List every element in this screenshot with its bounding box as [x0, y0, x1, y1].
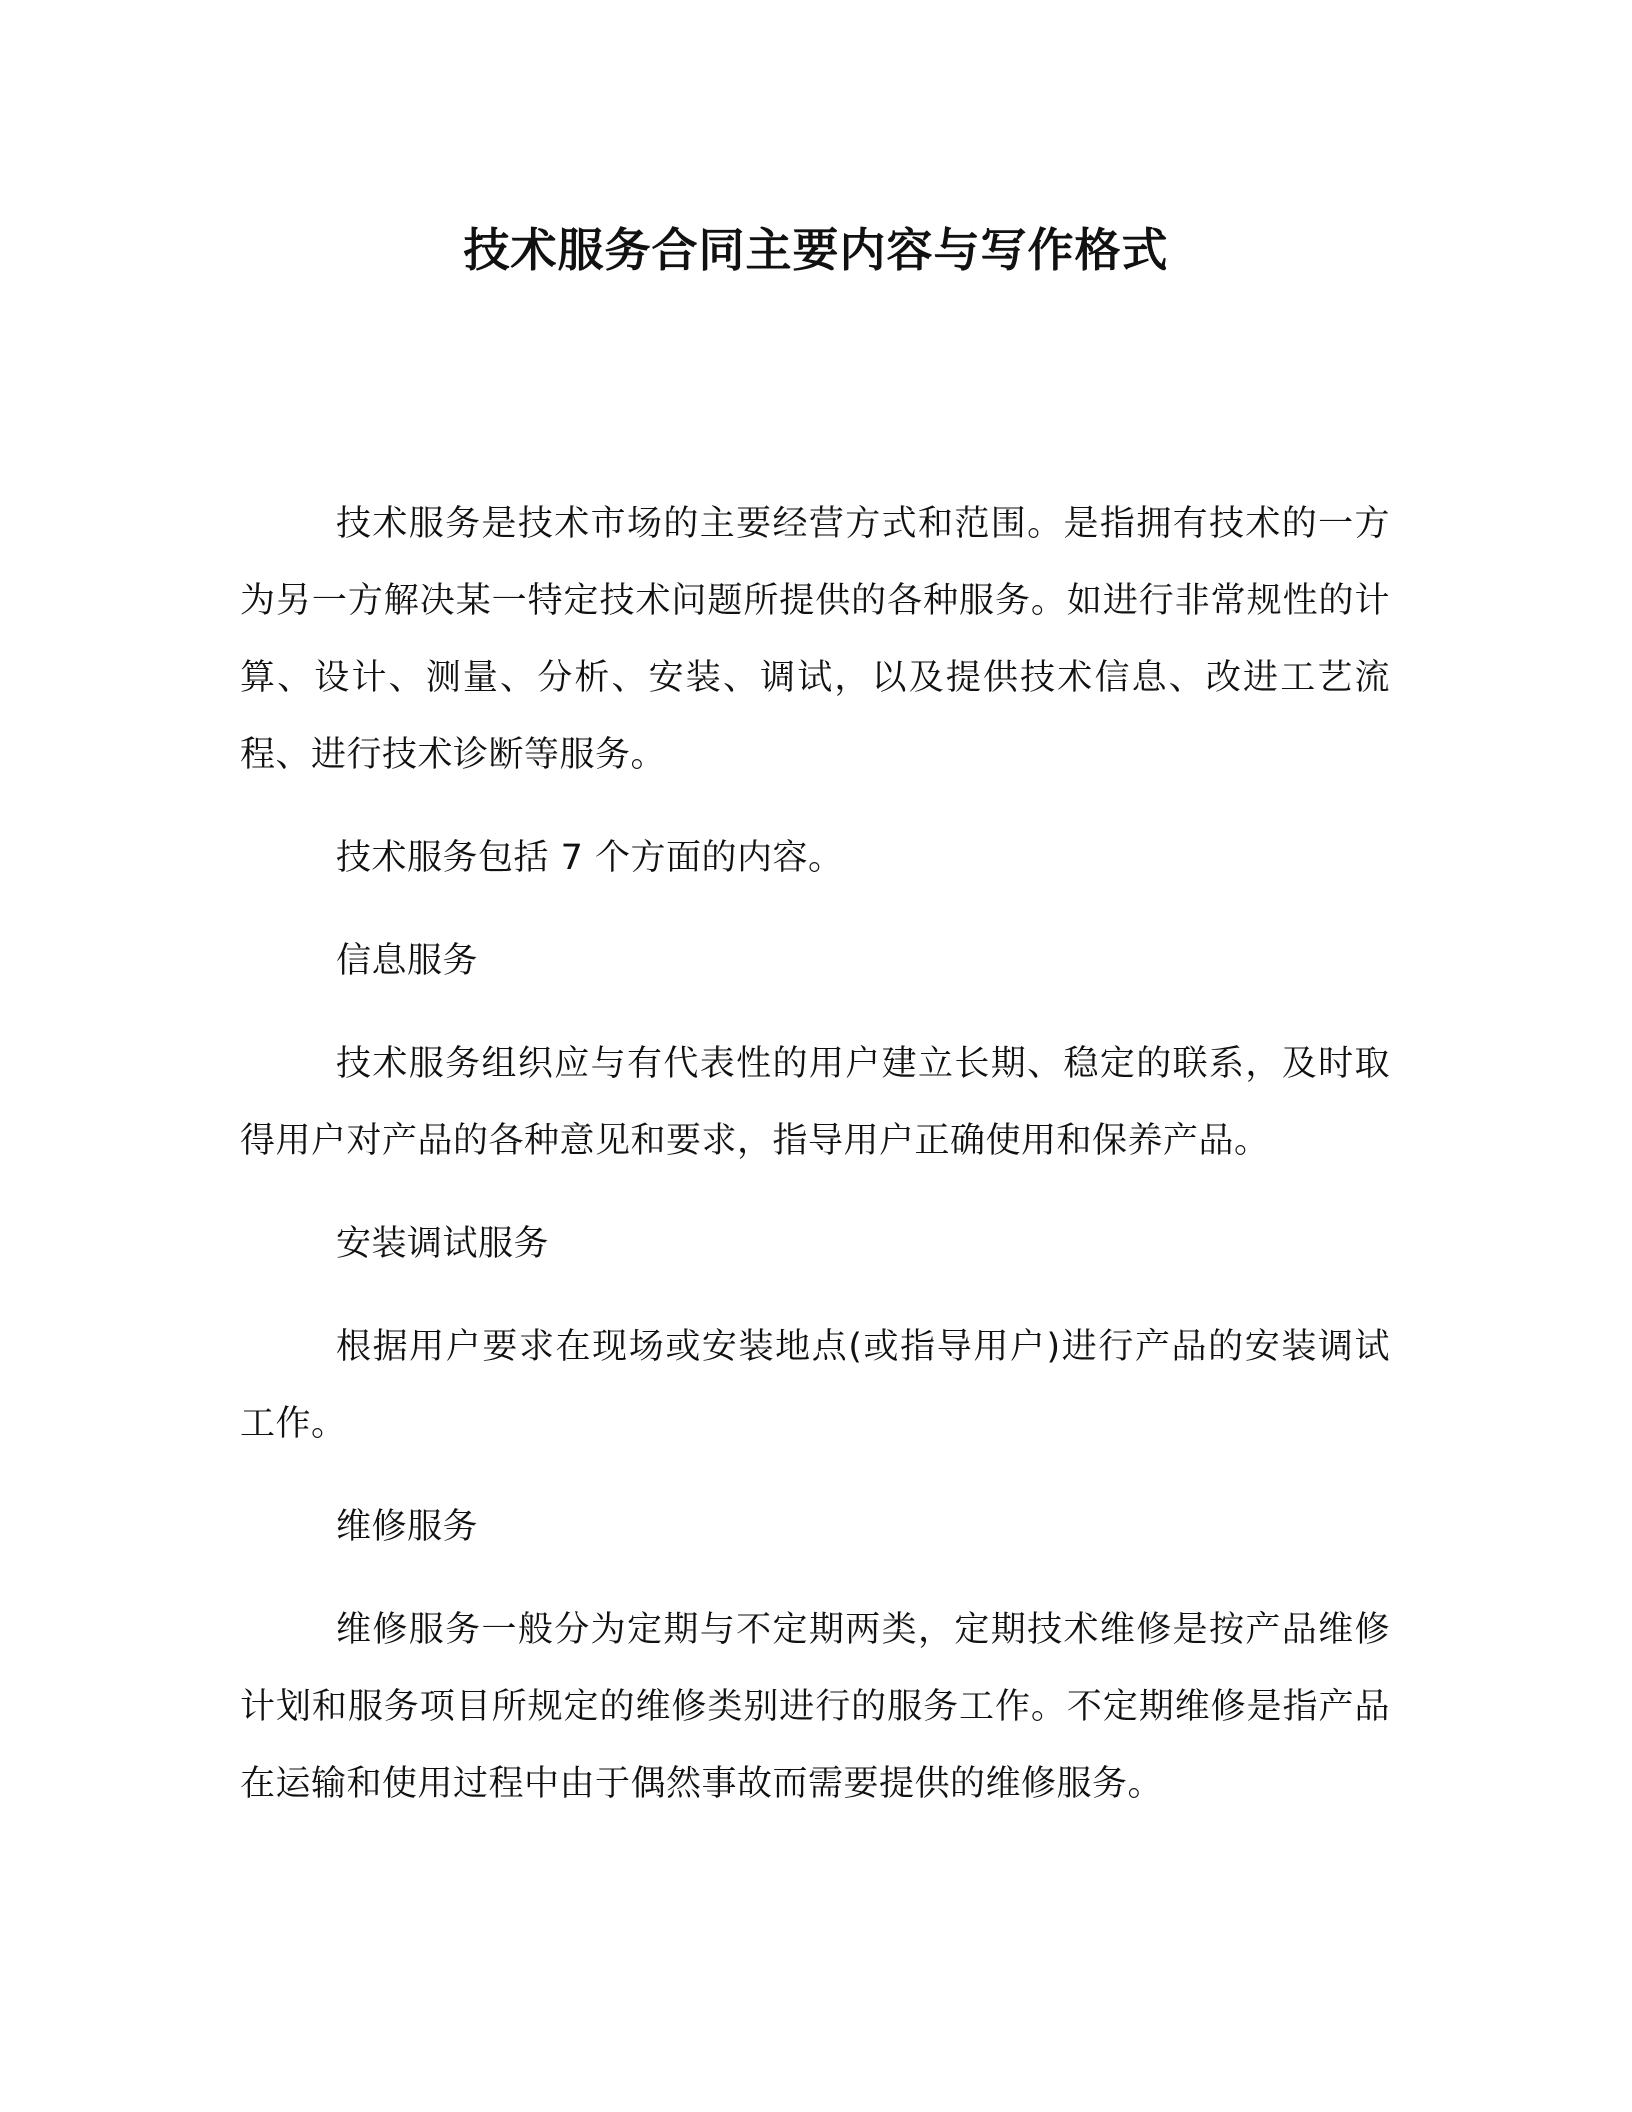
paragraph-intro: 技术服务是技术市场的主要经营方式和范围。是指拥有技术的一方为另一方解决某一特定技术问题所提供的各种服务。如进行非常规性的计算、设计、测量、分析、安装、调试，以及提供技术信息、改进工艺流程、进行技术诊断等服务。 — [240, 504, 1390, 775]
paragraph-maintenance-service: 维修服务一般分为定期与不定期两类，定期技术维修是按产品维修计划和服务项目所规定的维修类别进行的服务工作。不定期维修是指产品在运输和使用过程中由于偶然事故而需要提供的维修服务。 — [240, 1610, 1390, 1804]
paragraph-installation-service: 根据用户要求在现场或安装地点(或指导用户)进行产品的安装调试工作。 — [240, 1327, 1390, 1444]
section-heading-maintenance-service: 维修服务 — [336, 1507, 479, 1547]
paragraph-info-service: 技术服务组织应与有代表性的用户建立长期、稳定的联系，及时取得用户对产品的各种意见和要求，指导用户正确使用和保养产品。 — [240, 1044, 1390, 1161]
section-heading-info-service: 信息服务 — [336, 941, 479, 981]
document-title: 技术服务合同主要内容与写作格式 — [463, 223, 1169, 277]
document-body — [240, 486, 1390, 1849]
paragraph-scope: 技术服务包括 7 个方面的内容。 — [336, 838, 844, 878]
section-heading-installation-service: 安装调试服务 — [336, 1224, 550, 1264]
